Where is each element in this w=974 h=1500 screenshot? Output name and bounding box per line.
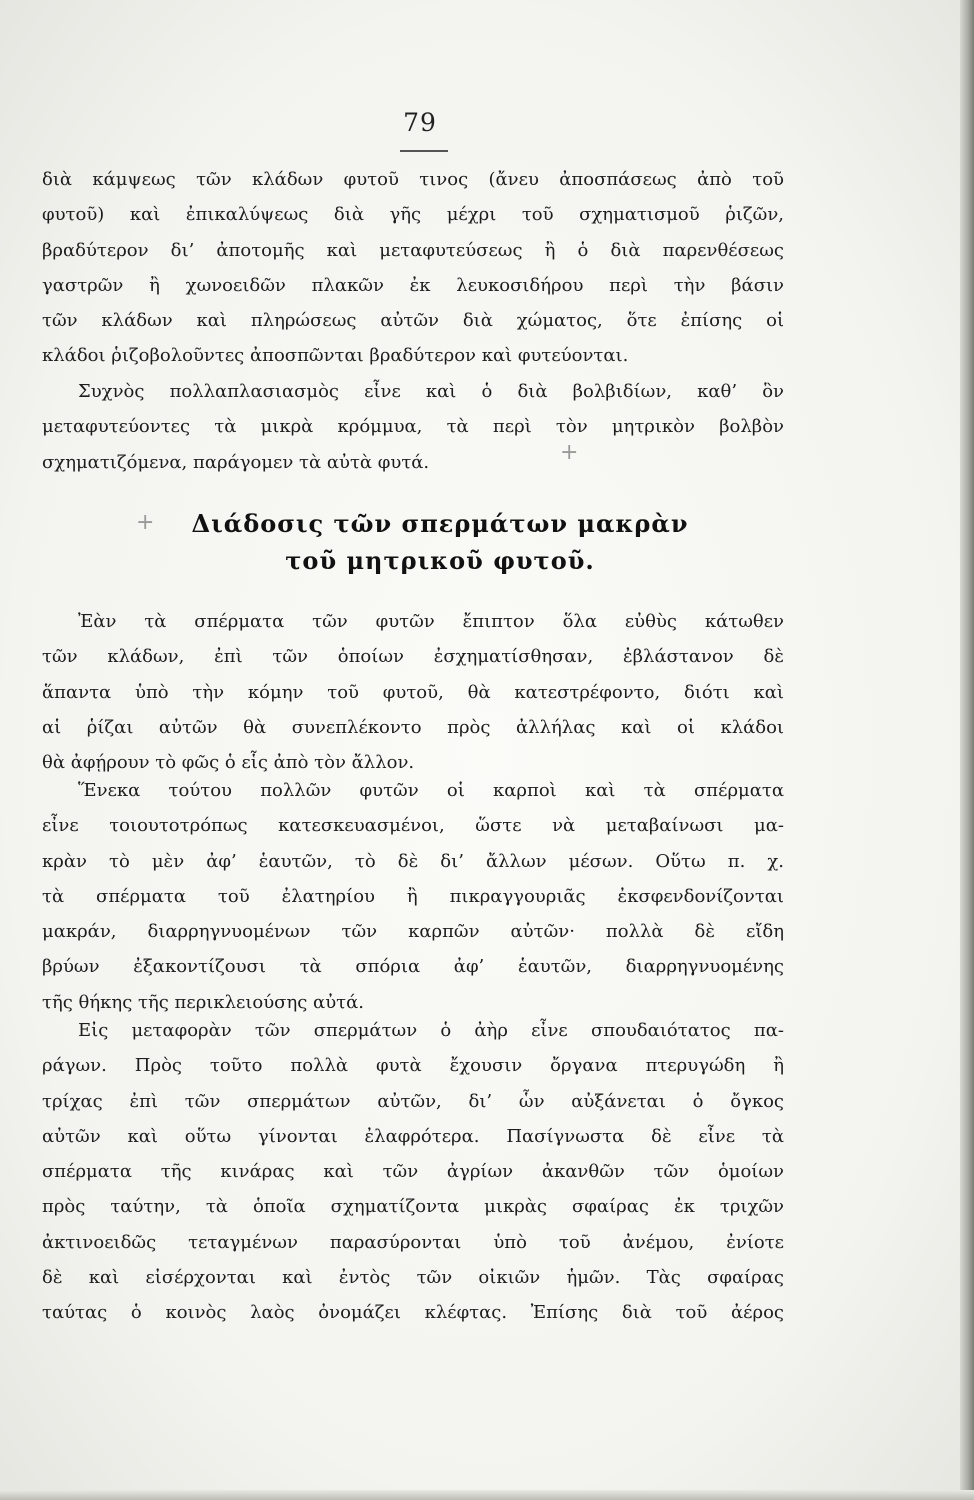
- text-line: φυτοῦ) καὶ ἐπικαλύψεως διὰ γῆς μέχρι τοῦ σχηματισμοῦ ῥιζῶν,: [42, 204, 784, 226]
- page-edge-right: [960, 0, 974, 1500]
- text-line: τρίχας ἐπὶ τῶν σπερμάτων αὐτῶν, δι’ ὧν αὐξάνεται ὁ ὄγκος: [42, 1090, 784, 1112]
- heading-line-2: τοῦ μητρικοῦ φυτοῦ.: [285, 546, 595, 575]
- text-line: βρύων ἐξακοντίζουσι τὰ σπόρια ἀφ’ ἑαυτῶν, διαρρηγνυομένης: [42, 956, 784, 978]
- section-heading: [120, 505, 760, 579]
- text-line: διὰ κάμψεως τῶν κλάδων φυτοῦ τινος (ἄνευ ἀποσπάσεως ἀπὸ τοῦ: [42, 169, 784, 190]
- paragraph-2: [42, 374, 784, 480]
- text-line: σπέρματα τῆς κινάρας καὶ τῶν ἀγρίων ἀκανθῶν τῶν ὁμοίων: [42, 1161, 784, 1183]
- text-line: ράγων. Πρὸς τοῦτο πολλὰ φυτὰ ἔχουσιν ὄργανα πτερυγώδη ἢ: [42, 1055, 784, 1077]
- text-line: κρὰν τὸ μὲν ἀφ’ ἑαυτῶν, τὸ δὲ δι’ ἄλλων μέσων. Οὕτω π. χ.: [42, 850, 784, 872]
- text-line: Συχνὸς πολλαπλασιασμὸς εἶνε καὶ ὁ διὰ βολβιδίων, καθ’ ὃν: [78, 381, 784, 402]
- heading-line-1: Διάδοσις τῶν σπερμάτων μακρὰν: [191, 509, 689, 538]
- text-line: ἀκτινοειδῶς τεταγμένων παρασύρονται ὑπὸ τοῦ ἀνέμου, ἐνίοτε: [42, 1231, 784, 1253]
- text-line: αἱ ῥίζαι αὐτῶν θὰ συνεπλέκοντο πρὸς ἀλλήλας καὶ οἱ κλάδοι: [42, 716, 784, 738]
- text-line: σχηματιζόμενα, παράγομεν τὰ αὐτὰ φυτά.: [42, 451, 430, 473]
- text-line: μεταφυτεύοντες τὰ μικρὰ κρόμμυα, τὰ περὶ τὸν μητρικὸν βολβὸν: [42, 416, 784, 438]
- text-line: μακράν, διαρρηγνυομένων τῶν καρπῶν αὐτῶν· πολλὰ δὲ εἴδη: [42, 921, 784, 943]
- text-line: θὰ ἀφῄρουν τὸ φῶς ὁ εἷς ἀπὸ τὸν ἄλλον.: [42, 752, 415, 774]
- text-line: τὰ σπέρματα τοῦ ἐλατηρίου ἢ πικραγγουριᾶς ἐκσφενδονίζονται: [42, 885, 784, 907]
- text-line: τῶν κλάδων, ἐπὶ τῶν ὁποίων ἐσχηματίσθησαν, ἐβλάστανον δὲ: [42, 646, 784, 668]
- paragraph-5: [42, 1013, 784, 1331]
- text-line: ταύτας ὁ κοινὸς λαὸς ὀνομάζει κλέφτας. Ἐπίσης διὰ τοῦ ἀέρος: [42, 1302, 784, 1324]
- text-line: Εἰς μεταφορὰν τῶν σπερμάτων ὁ ἀὴρ εἶνε σπουδαιότατος πα-: [78, 1020, 784, 1041]
- pencil-mark: +: [560, 440, 579, 465]
- text-line: κλάδοι ῥιζοβολοῦντες ἀποσπῶνται βραδύτερον καὶ φυτεύονται.: [42, 345, 629, 367]
- paragraph-4: [42, 773, 784, 1020]
- paragraph-3: [42, 604, 784, 780]
- text-line: ἅπαντα ὑπὸ τὴν κόμην τοῦ φυτοῦ, θὰ κατεστρέφοντο, διότι καὶ: [42, 681, 784, 703]
- paragraph-1: [42, 162, 784, 374]
- text-line: Ἐὰν τὰ σπέρματα τῶν φυτῶν ἔπιπτον ὅλα εὐθὺς κάτωθεν: [78, 611, 784, 632]
- text-line: πρὸς ταύτην, τὰ ὁποῖα σχηματίζοντα μικρὰς σφαίρας ἐκ τριχῶν: [42, 1196, 784, 1218]
- text-line: τῶν κλάδων καὶ πληρώσεως αὐτῶν διὰ χώματος, ὅτε ἐπίσης οἱ: [42, 310, 784, 332]
- page-edge-bottom: [0, 1490, 974, 1500]
- text-line: εἶνε τοιουτοτρόπως κατεσκευασμένοι, ὥστε νὰ μεταβαίνωσι μα-: [42, 815, 784, 837]
- pencil-mark: +: [136, 510, 155, 535]
- text-line: βραδύτερον δι’ ἀποτομῆς καὶ μεταφυτεύσεως ἢ ὁ διὰ παρενθέσεως: [42, 239, 784, 261]
- text-line: τῆς θήκης τῆς περικλειούσης αὐτά.: [42, 991, 364, 1013]
- text-line: Ἕνεκα τούτου πολλῶν φυτῶν οἱ καρποὶ καὶ τὰ σπέρματα: [78, 780, 784, 801]
- text-line: αὐτῶν καὶ οὕτω γίνονται ἐλαφρότερα. Πασίγνωστα δὲ εἶνε τὰ: [42, 1125, 784, 1147]
- page-number: 79: [403, 108, 437, 137]
- page-number-rule: [400, 150, 448, 152]
- text-line: δὲ καὶ εἰσέρχονται καὶ ἐντὸς τῶν οἰκιῶν ἡμῶν. Τὰς σφαίρας: [42, 1267, 784, 1289]
- text-line: γαστρῶν ἢ χωνοειδῶν πλακῶν ἐκ λευκοσιδήρου περὶ τὴν βάσιν: [42, 274, 784, 296]
